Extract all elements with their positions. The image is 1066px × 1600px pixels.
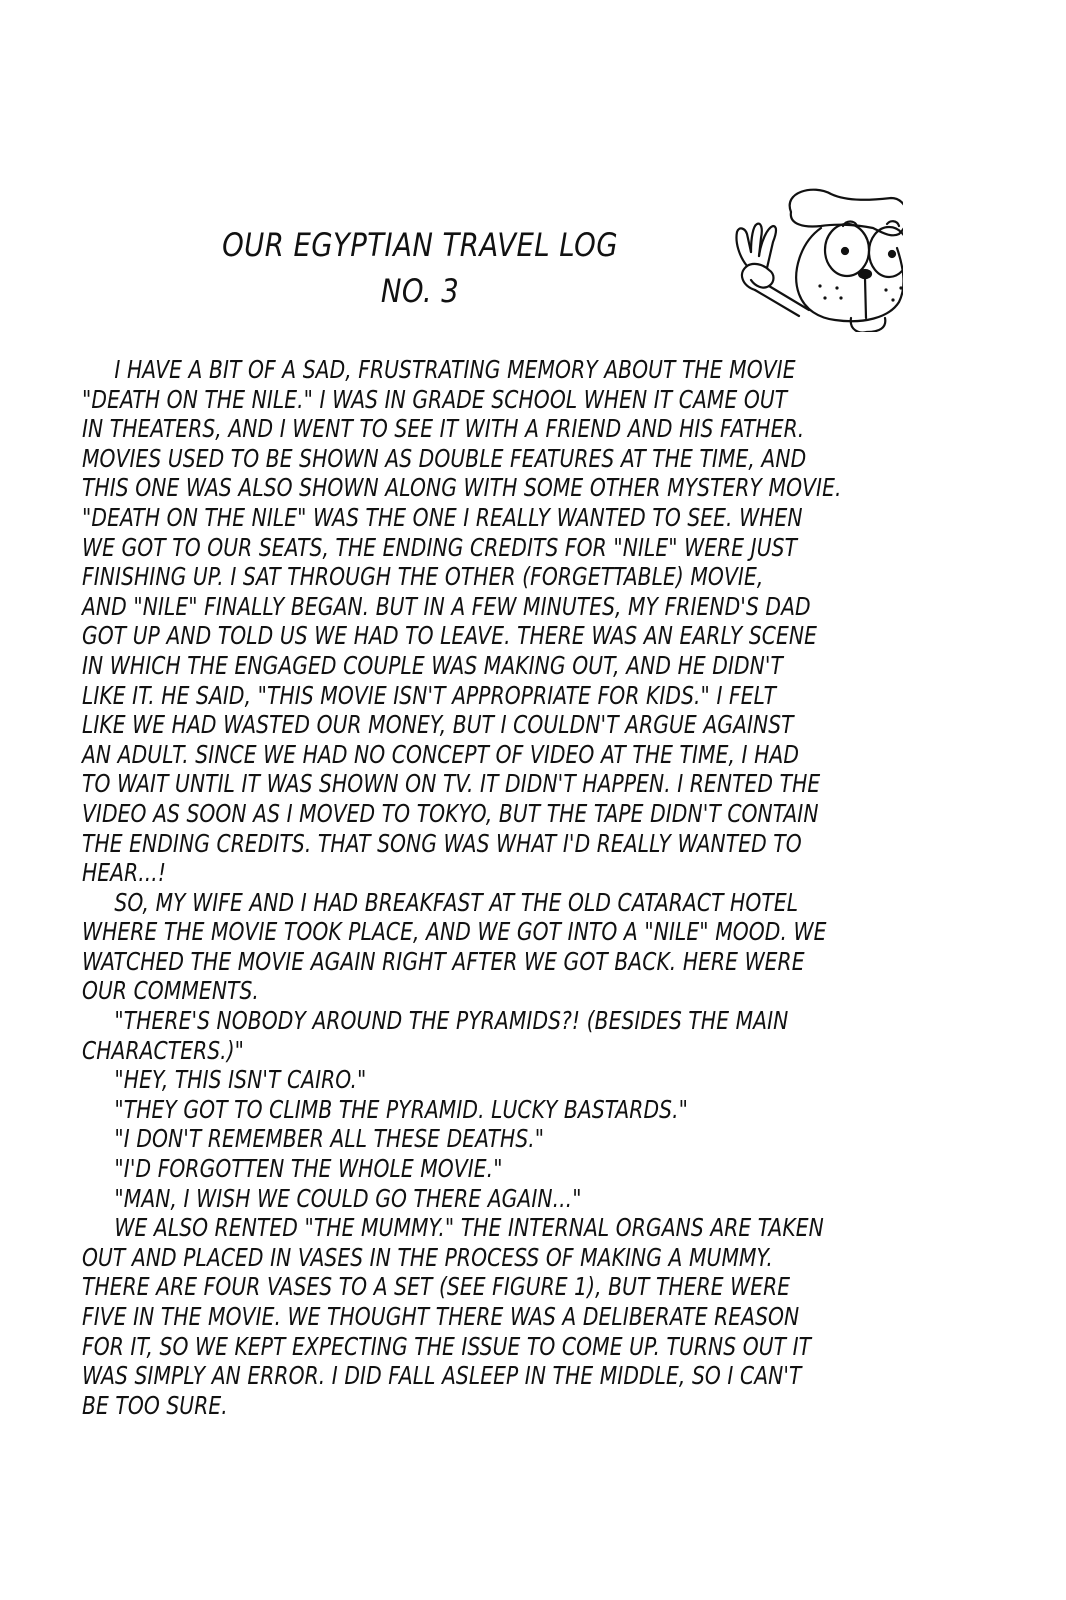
body-line: BE TOO SURE. xyxy=(82,1390,228,1420)
body-line: LIKE WE HAD WASTED OUR MONEY, BUT I COULDN'T ARGUE AGAINST xyxy=(82,710,794,740)
body-line: IN THEATERS, AND I WENT TO SEE IT WITH A FRIEND AND HIS FATHER. xyxy=(82,414,805,444)
title-line-1: OUR EGYPTIAN TRAVEL LOG xyxy=(222,226,619,264)
mascot-dog-icon xyxy=(703,182,903,332)
body-line: AND "NILE" FINALLY BEGAN. BUT IN A FEW MINUTES, MY FRIEND'S DAD xyxy=(82,591,811,621)
body-line: WHERE THE MOVIE TOOK PLACE, AND WE GOT INTO A "NILE" MOOD. WE xyxy=(82,917,827,947)
body-line: WE ALSO RENTED "THE MUMMY." THE INTERNAL ORGANS ARE TAKEN xyxy=(114,1213,824,1243)
body-line: THE ENDING CREDITS. THAT SONG WAS WHAT I'D REALLY WANTED TO xyxy=(82,828,802,858)
body-line: "DEATH ON THE NILE" WAS THE ONE I REALLY WANTED TO SEE. WHEN xyxy=(82,502,803,532)
body-line: AN ADULT. SINCE WE HAD NO CONCEPT OF VIDEO AT THE TIME, I HAD xyxy=(82,739,800,769)
body-line: GOT UP AND TOLD US WE HAD TO LEAVE. THERE WAS AN EARLY SCENE xyxy=(82,621,817,651)
article-body xyxy=(82,355,973,1420)
body-line: "I'D FORGOTTEN THE WHOLE MOVIE." xyxy=(114,1154,503,1184)
body-line: FOR IT, SO WE KEPT EXPECTING THE ISSUE TO COME UP. TURNS OUT IT xyxy=(82,1331,812,1361)
body-line: "HEY, THIS ISN'T CAIRO." xyxy=(114,1065,367,1095)
page-title xyxy=(150,222,690,314)
body-line: OUR COMMENTS. xyxy=(82,976,259,1006)
body-line: WATCHED THE MOVIE AGAIN RIGHT AFTER WE GOT BACK. HERE WERE xyxy=(82,946,805,976)
body-line: VIDEO AS SOON AS I MOVED TO TOKYO, BUT THE TAPE DIDN'T CONTAIN xyxy=(82,798,819,828)
body-line: THERE ARE FOUR VASES TO A SET (SEE FIGURE 1), BUT THERE WERE xyxy=(82,1272,791,1302)
body-line: LIKE IT. HE SAID, "THIS MOVIE ISN'T APPROPRIATE FOR KIDS." I FELT xyxy=(82,680,777,710)
body-line: THIS ONE WAS ALSO SHOWN ALONG WITH SOME OTHER MYSTERY MOVIE. xyxy=(82,473,842,503)
body-line: IN WHICH THE ENGAGED COUPLE WAS MAKING OUT, AND HE DIDN'T xyxy=(82,650,784,680)
body-line: WE GOT TO OUR SEATS, THE ENDING CREDITS FOR "NILE" WERE JUST xyxy=(82,532,798,562)
body-line: "THEY GOT TO CLIMB THE PYRAMID. LUCKY BASTARDS." xyxy=(114,1094,688,1124)
body-line: "MAN, I WISH WE COULD GO THERE AGAIN..." xyxy=(114,1183,582,1213)
body-line: TO WAIT UNTIL IT WAS SHOWN ON TV. IT DIDN'T HAPPEN. I RENTED THE xyxy=(82,769,821,799)
body-line: I HAVE A BIT OF A SAD, FRUSTRATING MEMORY ABOUT THE MOVIE xyxy=(114,355,796,384)
body-line: SO, MY WIFE AND I HAD BREAKFAST AT THE OLD CATARACT HOTEL xyxy=(114,887,799,917)
body-line: FINISHING UP. I SAT THROUGH THE OTHER (FORGETTABLE) MOVIE, xyxy=(82,562,764,592)
body-line: OUT AND PLACED IN VASES IN THE PROCESS OF MAKING A MUMMY. xyxy=(82,1242,773,1272)
body-line: WAS SIMPLY AN ERROR. I DID FALL ASLEEP IN THE MIDDLE, SO I CAN'T xyxy=(82,1361,802,1391)
body-line: "THERE'S NOBODY AROUND THE PYRAMIDS?! (BESIDES THE MAIN xyxy=(114,1006,789,1036)
body-line: FIVE IN THE MOVIE. WE THOUGHT THERE WAS A DELIBERATE REASON xyxy=(82,1302,800,1331)
body-line: MOVIES USED TO BE SHOWN AS DOUBLE FEATURES AT THE TIME, AND xyxy=(82,443,807,473)
title-line-2: NO. 3 xyxy=(380,272,460,310)
body-line: "I DON'T REMEMBER ALL THESE DEATHS." xyxy=(114,1124,545,1154)
body-line: "DEATH ON THE NILE." I WAS IN GRADE SCHOOL WHEN IT CAME OUT xyxy=(82,384,788,414)
body-line: HEAR...! xyxy=(82,858,167,888)
body-line: CHARACTERS.)" xyxy=(82,1035,245,1065)
